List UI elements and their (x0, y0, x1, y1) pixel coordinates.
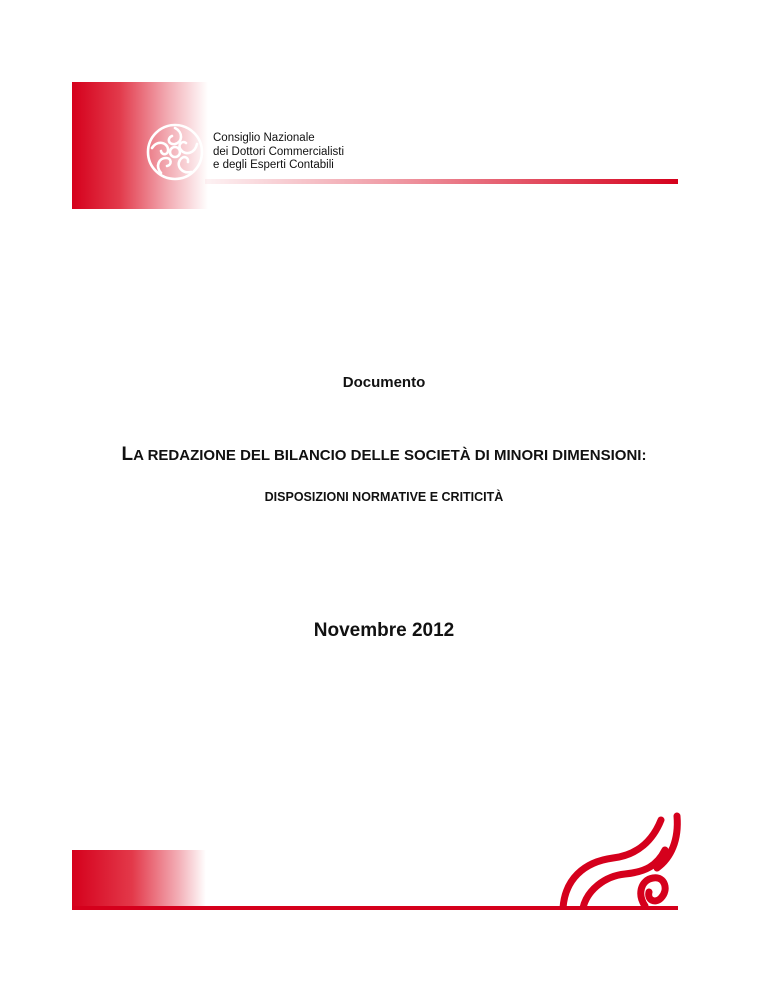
red-ribbon-swirl-icon (553, 810, 683, 910)
org-name-line-3: e degli Esperti Contabili (213, 159, 334, 171)
footer-red-gradient-block (72, 850, 206, 910)
document-date: Novembre 2012 (313, 620, 455, 641)
title-rest: A REDAZIONE DEL BILANCIO DELLE SOCIETÀ DI MINORI DIMENSIONI: (133, 447, 647, 464)
org-name-line-2: dei Dottori Commercialisti (213, 145, 345, 158)
cndcec-rosette-icon (141, 118, 209, 186)
document-label: Documento (342, 374, 426, 391)
title-first-letter: L (121, 444, 134, 465)
document-title (0, 444, 768, 466)
org-name-line-1: Consiglio Nazionale (213, 132, 315, 144)
header-red-rule (205, 179, 678, 184)
document-subtitle: DISPOSIZIONI NORMATIVE E CRITICITÀ (264, 490, 504, 504)
organization-name (213, 132, 344, 173)
